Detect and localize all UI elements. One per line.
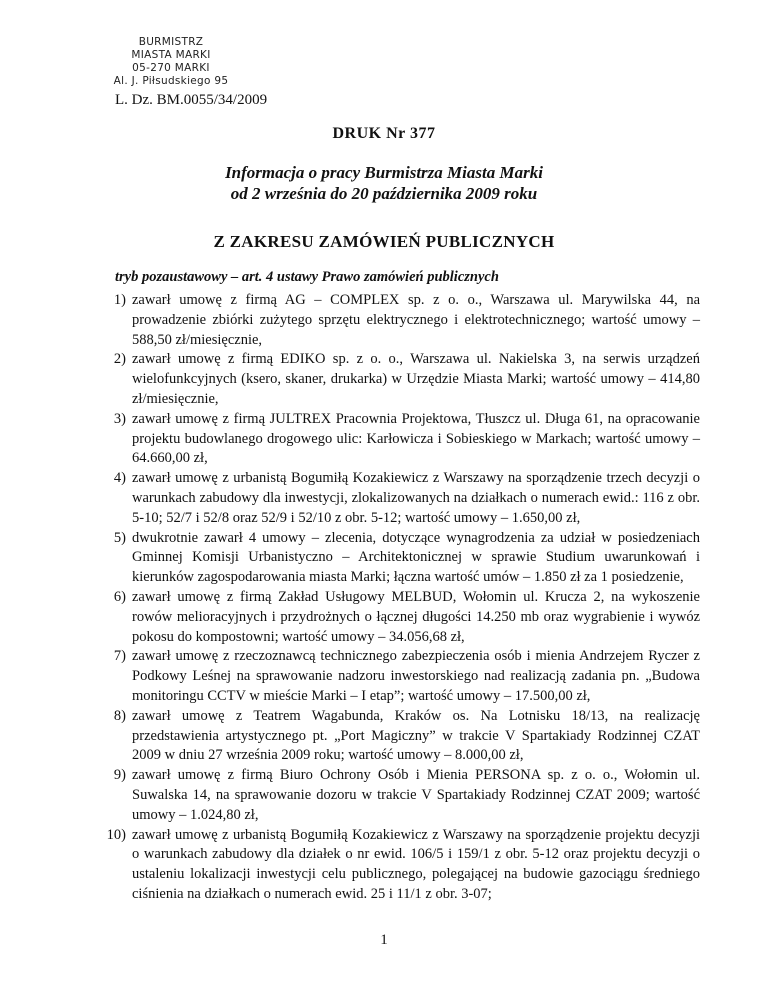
list-item-text: zawarł umowę z firmą EDIKO sp. z o. o., Warszawa ul. Nakielska 3, na serwis urządzeń wielofunkcyjnych (ksero, skaner, drukarka) w Urzędzie Miasta Marki; wartość umowy – 414,80 zł/miesięcznie, (132, 351, 700, 407)
list-item (100, 647, 700, 706)
list-item-text: zawarł umowę z firmą Biuro Ochrony Osób i Mienia PERSONA sp. z o. o., Wołomin ul. Suwalska 14, na sprawowanie dozoru w trakcie V Spartakiady Rodzinnej CZAT 2009; wartość umowy – 1.024,80 zł, (132, 767, 700, 823)
list-item-number: 2) (113, 351, 126, 368)
list-item-text: zawarł umowę z firmą AG – COMPLEX sp. z o. o., Warszawa ul. Marywilska 44, na prowadzenie zbiórki zużytego sprzętu elektrycznego i elektrotechnicznego; wartość umowy – 588,50 zł/miesięcznie, (132, 292, 700, 348)
stamp-line: 05-270 MARKI (132, 62, 210, 74)
list-item (100, 766, 700, 825)
list-item-text: zawarł umowę z firmą Zakład Usługowy MELBUD, Wołomin ul. Krucza 2, na wykoszenie rowów melioracyjnych i przydrożnych o łącznej długości 14.250 mb oraz wygrabienie i wywóz pokosu do kompostowni; wartość umowy – 34.056,68 zł, (132, 588, 700, 645)
list-item (100, 469, 700, 528)
list-item-text: zawarł umowę z rzeczoznawcą technicznego zabezpieczenia osób i mienia Andrzejem Ryczer z Podkowy Leśnej na sprawowanie nadzoru inwestorskiego nad realizacją zadania pn. „Budowa monitoringu CCTV w mieście Marki – I etap”; wartość umowy – 17.500,00 zł, (132, 648, 700, 704)
contracts-list (100, 291, 700, 905)
title-line-2: od 2 września do 20 października 2009 roku (230, 184, 538, 203)
list-item-number: 7) (113, 648, 126, 665)
list-item-number: 9) (113, 767, 126, 784)
list-item (100, 529, 700, 588)
list-item (100, 707, 700, 766)
title-line-1: Informacja o pracy Burmistrza Miasta Marki (225, 163, 543, 182)
stamp-line: Al. J. Piłsudskiego 95 (113, 75, 229, 87)
section-heading: Z ZAKRESU ZAMÓWIEŃ PUBLICZNYCH (213, 232, 555, 251)
mayor-stamp (96, 36, 246, 88)
list-item-number: 8) (113, 707, 126, 724)
list-item-number: 3) (113, 410, 126, 427)
stamp-line: MIASTA MARKI (131, 49, 211, 61)
list-item-text: zawarł umowę z urbanistą Bogumiłą Kozakiewicz z Warszawy na sporządzenie trzech decyzji o warunkach zabudowy dla inwestycji, zlokalizowanych na działkach o numerach ewid.: 116 z obr. 5-10; 52/7 i 52/8 oraz 52/9 i 52/10 z obr. 5-12; wartość umowy – 1.650,00 zł, (132, 470, 700, 526)
list-item-number: 1) (113, 292, 126, 308)
list-item-number: 10) (106, 826, 126, 843)
list-item-number: 5) (113, 529, 126, 546)
document-title (0, 162, 768, 204)
list-item-text: dwukrotnie zawarł 4 umowy – zlecenia, dotyczące wynagrodzenia za udział w posiedzeniach Gminnej Komisji Urbanistyczno – Architektonicznej w sprawie Studium uwarunkowań i kierunków zagospodarowania miasta Marki; łączna wartość umów – 1.850 zł za 1 posiedzenie, (132, 529, 700, 586)
reference-number: L. Dz. BM.0055/34/2009 (115, 92, 268, 108)
list-item-number: 6) (113, 588, 126, 605)
list-item (100, 291, 700, 350)
page-number: 1 (380, 932, 388, 948)
list-item-number: 4) (113, 470, 126, 487)
list-item (100, 410, 700, 469)
procedure-mode: tryb pozaustawowy – art. 4 ustawy Prawo zamówień publicznych (115, 269, 499, 285)
list-item (100, 350, 700, 409)
list-item (100, 588, 700, 647)
list-item-text: zawarł umowę z Teatrem Wagabunda, Kraków os. Na Lotnisku 18/13, na realizację przedstawienia artystycznego pt. „Port Magiczny” w trakcie V Spartakiady Rodzinnej CZAT 2009 w dniu 27 września 2009 roku; wartość umowy – 8.000,00 zł, (132, 707, 700, 764)
document-number: DRUK Nr 377 (332, 125, 436, 142)
stamp-line: BURMISTRZ (138, 36, 204, 48)
list-item-text: zawarł umowę z firmą JULTREX Pracownia Projektowa, Tłuszcz ul. Długa 61, na opracowanie projektu budowlanego drogowego ulic: Karłowicza i Sobieskiego w Markach; wartość umowy – 64.660,00 zł, (132, 410, 700, 467)
list-item-text: zawarł umowę z urbanistą Bogumiłą Kozakiewicz z Warszawy na sporządzenie projektu decyzji o warunkach zabudowy dla działek o nr ewid. 106/5 i 159/1 z obr. 5-12 oraz projektu decyzji o ustaleniu lokalizacji inwestycji celu publicznego, polegającej na budowie gazociągu średniego ciśnienia na działkach o numerach ewid. 25 i 11/1 z obr. 3-07; (132, 826, 700, 902)
list-item (100, 826, 700, 905)
